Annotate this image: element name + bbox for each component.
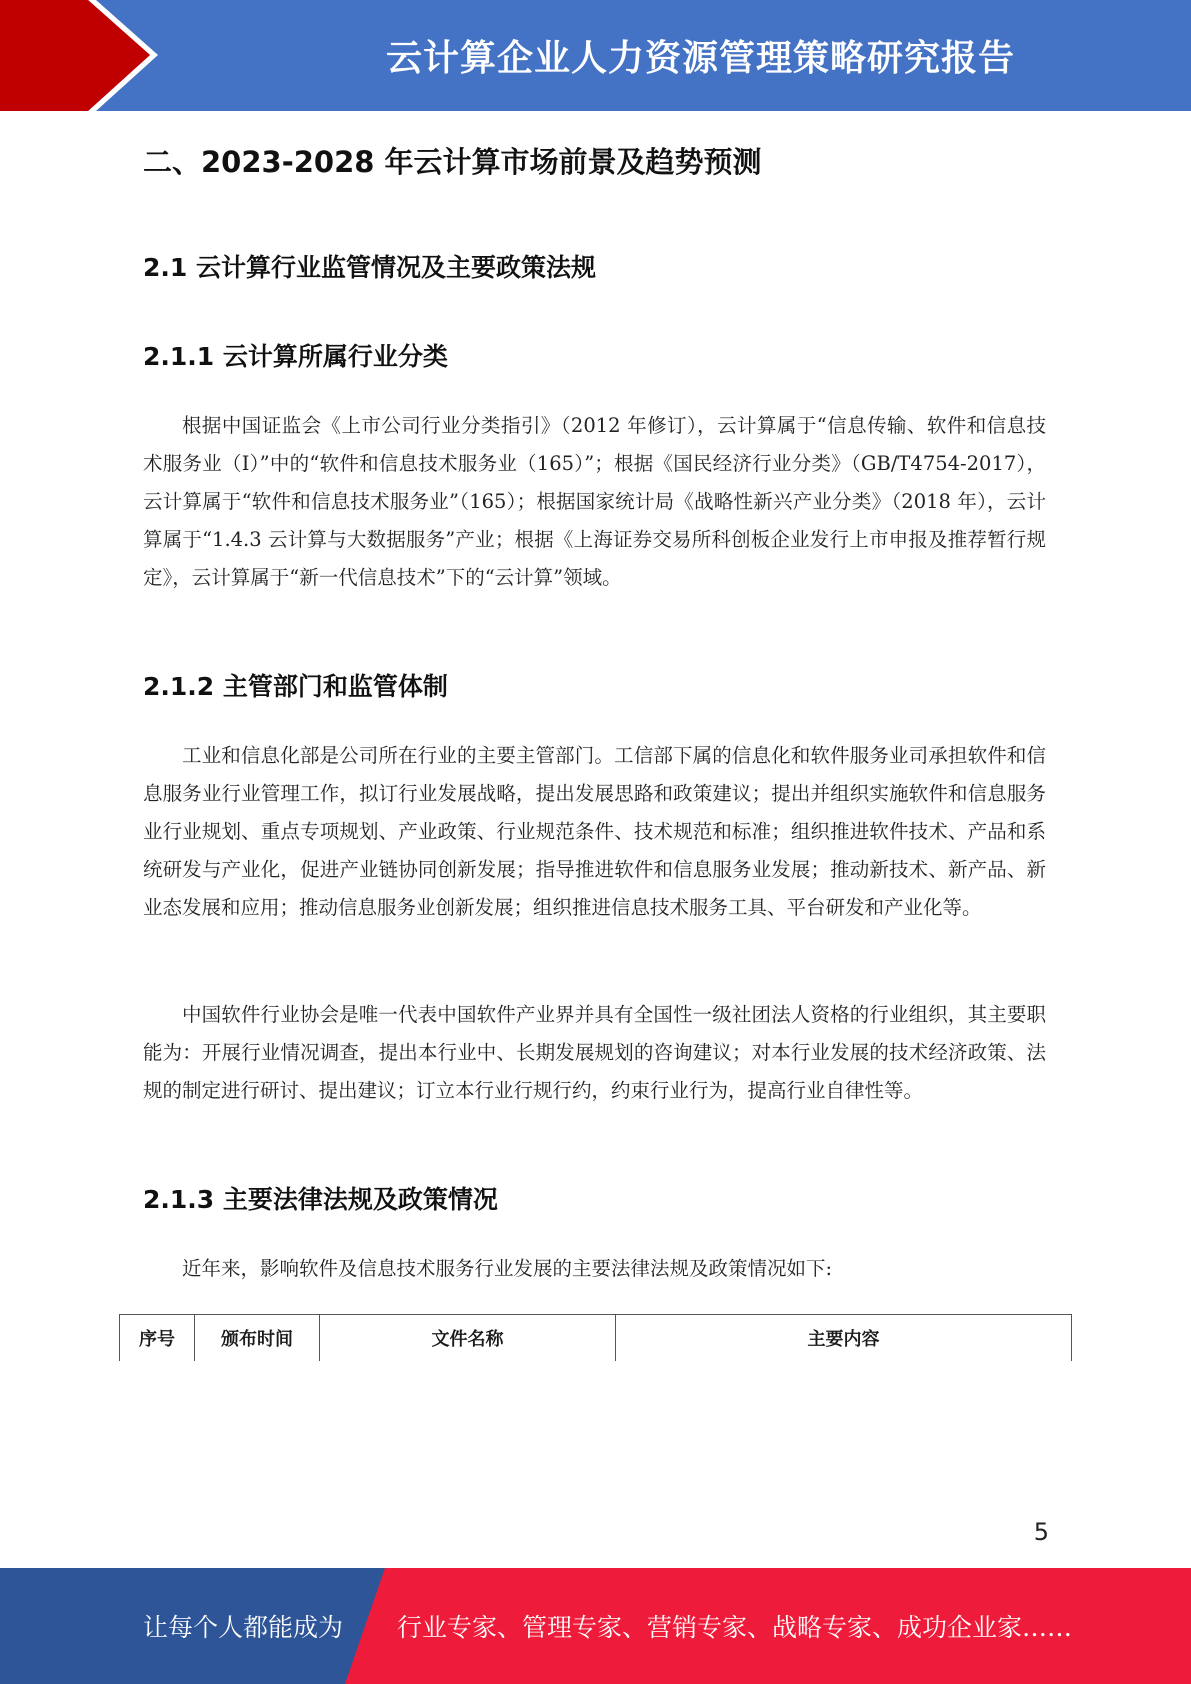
footer-slogan-left: 让每个人都能成为: [143, 1613, 344, 1642]
table-header-row: [120, 1315, 1072, 1362]
paragraph-association: 中国软件行业协会是唯一代表中国软件产业界并具有全国性一级社团法人资格的行业组织，其主要职能为：开展行业情况调查，提出本行业中、长期发展规划的咨询建议；对本行业发展的技术经济政策、法规的制定进行研讨、提出建议；订立本行业行规行约，约束行业行为，提高行业自律性等。: [143, 1003, 1046, 1102]
heading-2-1-2: 2.1.2 主管部门和监管体制: [143, 672, 448, 701]
heading-2-1-3: 2.1.3 主要法律法规及政策情况: [143, 1185, 498, 1214]
footer-slogan-right: 行业专家、管理专家、营销专家、战略专家、成功企业家……: [397, 1613, 1073, 1642]
paragraph-regulator: 工业和信息化部是公司所在行业的主要主管部门。工信部下属的信息化和软件服务业司承担软件和信息服务业行业管理工作，拟订行业发展战略，提出发展思路和政策建议；提出并组织实施软件和信息服务业行业规划、重点专项规划、产业政策、行业规范条件、技术规范和标准；组织推进软件技术、产品和系统研发与产业化，促进产业链协同创新发展；指导推进软件和信息服务业发展；推动新技术、新产品、新业态发展和应用；推动信息服务业创新发展；组织推进信息技术服务工具、平台研发和产业化等。: [143, 744, 1046, 919]
laws-table: [119, 1314, 1072, 1361]
section-title: 二、2023-2028 年云计算市场前景及趋势预测: [143, 145, 762, 179]
page-number: 5: [1033, 1518, 1049, 1546]
paragraph-laws-intro: 近年来，影响软件及信息技术服务行业发展的主要法律法规及政策情况如下:: [182, 1257, 833, 1280]
heading-2-1-1: 2.1.1 云计算所属行业分类: [143, 342, 448, 371]
column-header-date: 颁布时间: [195, 1315, 320, 1362]
column-header-content: 主要内容: [616, 1315, 1072, 1362]
column-header-document: 文件名称: [320, 1315, 616, 1362]
column-header-index: 序号: [120, 1315, 195, 1362]
page-header: [0, 0, 1191, 111]
subsection-title-2-1: 2.1 云计算行业监管情况及主要政策法规: [143, 253, 596, 282]
header-title: 云计算企业人力资源管理策略研究报告: [385, 38, 1015, 79]
paragraph-industry-classification: 根据中国证监会《上市公司行业分类指引》（2012 年修订），云计算属于“信息传输、软件和信息技术服务业（I）”中的“软件和信息技术服务业（165）”；根据《国民经济行业分类》（GB/T4754-2017），云计算属于“软件和信息技术服务业”（165）；根据国家统计局《战略性新兴产业分类》（2018 年），云计算属于“1.4.3 云计算与大数据服务”产业；根据《上海证券交易所科创板企业发行上市申报及推荐暂行规定》，云计算属于“新一代信息技术”下的“云计算”领域。: [143, 414, 1046, 589]
page-footer: [0, 1568, 1191, 1684]
